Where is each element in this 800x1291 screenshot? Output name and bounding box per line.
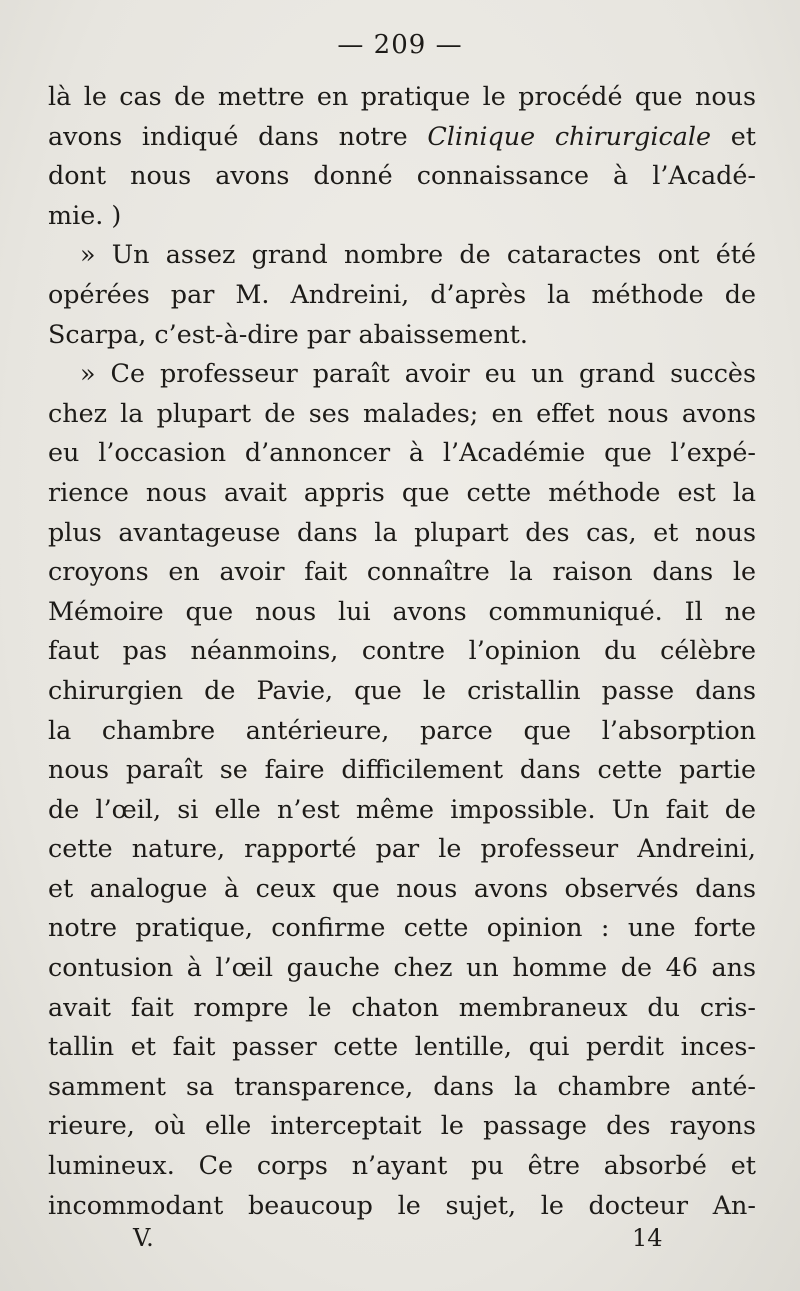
text-line: de l’œil, si elle n’est même impossible. Un fait de bbox=[48, 793, 756, 824]
paragraph-3 bbox=[48, 354, 756, 1225]
paragraph-2 bbox=[48, 235, 756, 354]
text-line: lumineux. Ce corps n’ayant pu être absorbé et bbox=[48, 1150, 756, 1181]
text-line: » Ce professeur paraît avoir eu un grand succès bbox=[80, 358, 756, 389]
text-line: là le cas de mettre en pratique le procédé que nous bbox=[48, 81, 756, 111]
signature-mark: V. bbox=[133, 1224, 154, 1252]
text-line: avons indiqué dans notre Clinique chirurgicale et bbox=[48, 120, 756, 151]
text-line: plus avantageuse dans la plupart des cas, et nous bbox=[48, 516, 756, 547]
text-line: opérées par M. Andreini, d’après la méthode de bbox=[48, 278, 756, 309]
text-line: avait fait rompre le chaton membraneux du cris- bbox=[48, 991, 756, 1022]
text-line: dont nous avons donné connaissance à l’Acadé- bbox=[48, 160, 756, 191]
text-line: chez la plupart de ses malades; en effet nous avons bbox=[48, 397, 756, 428]
text-line: » Un assez grand nombre de cataractes ont été bbox=[80, 239, 756, 270]
text-line: rieure, où elle interceptait le passage des rayons bbox=[48, 1110, 756, 1141]
text-line: tallin et fait passer cette lentille, qui perdit inces- bbox=[48, 1031, 756, 1062]
text-line: cette nature, rapporté par le professeur Andreini, bbox=[48, 833, 756, 864]
text-line: et analogue à ceux que nous avons observés dans bbox=[48, 872, 756, 903]
text-line: incommodant beaucoup le sujet, le docteur An- bbox=[48, 1189, 756, 1220]
text-line: la chambre antérieure, parce que l’absorption bbox=[48, 714, 756, 745]
paragraph-1 bbox=[48, 77, 756, 235]
text-line: Scarpa, c’est-à-dire par abaissement. bbox=[48, 318, 528, 349]
text-line: notre pratique, confirme cette opinion : une forte bbox=[48, 912, 756, 943]
text-line: nous paraît se faire difficilement dans cette partie bbox=[48, 754, 756, 785]
text-line: samment sa transparence, dans la chambre anté- bbox=[48, 1070, 756, 1101]
page-number-header: — 209 — bbox=[337, 30, 463, 60]
sheet-number: 14 bbox=[632, 1224, 663, 1252]
text-line: faut pas néanmoins, contre l’opinion du célèbre bbox=[48, 635, 756, 666]
page-footer bbox=[0, 1224, 800, 1264]
body-text bbox=[48, 77, 756, 1225]
text-line: Mémoire que nous lui avons communiqué. Il ne bbox=[48, 595, 756, 626]
text-line: mie. ) bbox=[48, 199, 122, 230]
text-line: croyons en avoir fait connaître la raison dans le bbox=[48, 556, 756, 587]
text-line: chirurgien de Pavie, que le cristallin passe dans bbox=[48, 674, 756, 705]
text-line: rience nous avait appris que cette méthode est la bbox=[48, 476, 756, 507]
text-line: eu l’occasion d’annoncer à l’Académie que l’expé- bbox=[48, 437, 756, 468]
text-line: contusion à l’œil gauche chez un homme de 46 ans bbox=[48, 952, 756, 983]
